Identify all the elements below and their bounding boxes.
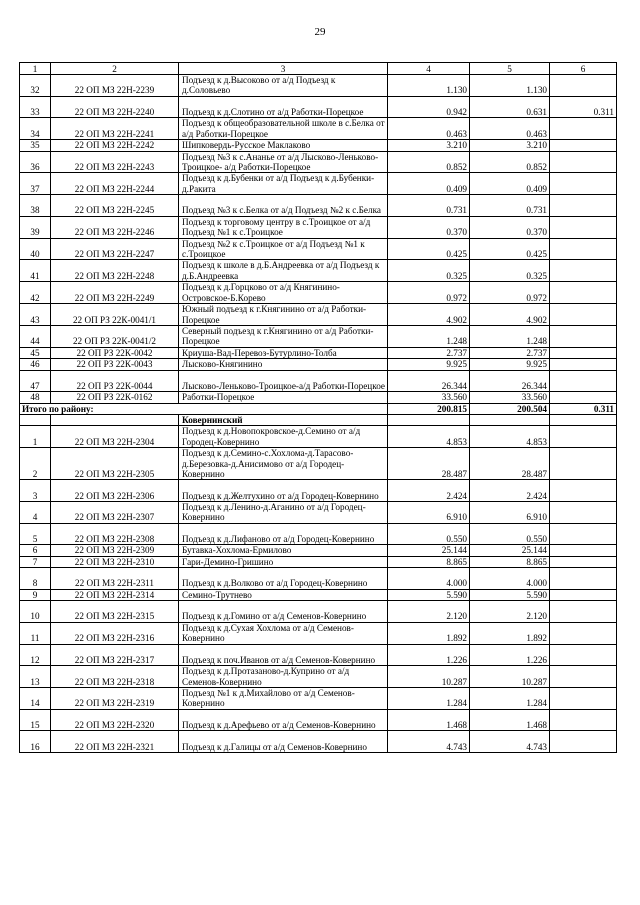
page-number: 29 <box>314 26 326 38</box>
row-number: 42 <box>20 282 51 304</box>
length-total: 0.370 <box>388 216 470 238</box>
length-col6 <box>550 589 617 600</box>
length-total: 0.409 <box>388 173 470 195</box>
length-col6 <box>550 282 617 304</box>
header-cell: 4 <box>388 63 470 75</box>
table-row <box>20 688 617 710</box>
road-name: Подъезд №3 к с.Ананье от а/д Лысково-Леньково-Троицкое- а/д Работки-Порецкое <box>179 151 388 173</box>
row-number: 10 <box>20 601 51 623</box>
table-row <box>20 568 617 590</box>
table-row <box>20 523 617 545</box>
length-col6 <box>550 688 617 710</box>
length-col5: 0.631 <box>470 96 550 118</box>
table-row <box>20 370 617 392</box>
table-row <box>20 347 617 358</box>
table-row <box>20 589 617 600</box>
empty-cell <box>550 414 617 425</box>
length-col5: 25.144 <box>470 545 550 556</box>
row-number: 15 <box>20 709 51 731</box>
road-code: 22 ОП МЗ 22Н-2319 <box>51 688 179 710</box>
length-col6 <box>550 545 617 556</box>
road-code: 22 ОП РЗ 22К-0043 <box>51 359 179 370</box>
length-col6 <box>550 709 617 731</box>
length-col5: 2.120 <box>470 601 550 623</box>
road-name: Подъезд к д.Новопокровское-д.Семино от а/д Городец-Ковернино <box>179 426 388 448</box>
length-col6 <box>550 426 617 448</box>
length-col5: 9.925 <box>470 359 550 370</box>
row-number: 32 <box>20 75 51 97</box>
road-name: Бутавка-Хохлома-Ермилово <box>179 545 388 556</box>
total-label: Итого по району: <box>20 403 388 414</box>
header-cell: 6 <box>550 63 617 75</box>
road-name: Подъезд к д.Арефьево от а/д Семенов-Ковернино <box>179 709 388 731</box>
road-name: Подъезд к д.Волково от а/д Городец-Ковернино <box>179 568 388 590</box>
road-name: Подъезд к д.Ленино-д.Аганино от а/д Городец-Ковернино <box>179 501 388 523</box>
length-total: 1.468 <box>388 709 470 731</box>
empty-cell <box>470 414 550 425</box>
length-col6 <box>550 666 617 688</box>
road-name: Подъезд к д.Сухая Хохлома от а/д Семенов-Ковернино <box>179 622 388 644</box>
length-total: 10.287 <box>388 666 470 688</box>
row-number: 45 <box>20 347 51 358</box>
length-col5: 3.210 <box>470 140 550 151</box>
road-name: Гари-Демино-Гришино <box>179 556 388 567</box>
length-total: 2.737 <box>388 347 470 358</box>
road-name: Лысково-Княгинино <box>179 359 388 370</box>
road-code: 22 ОП РЗ 22К-0041/2 <box>51 325 179 347</box>
road-code: 22 ОП МЗ 22Н-2315 <box>51 601 179 623</box>
header-cell: 5 <box>470 63 550 75</box>
row-number: 12 <box>20 644 51 666</box>
length-total: 1.248 <box>388 325 470 347</box>
table-row <box>20 545 617 556</box>
length-total: 1.130 <box>388 75 470 97</box>
length-col6 <box>550 731 617 753</box>
total-length: 200.815 <box>388 403 470 414</box>
road-name: Подъезд к д.Галицы от а/д Семенов-Ковернино <box>179 731 388 753</box>
length-total: 0.731 <box>388 195 470 217</box>
road-code: 22 ОП РЗ 22К-0044 <box>51 370 179 392</box>
length-col6 <box>550 480 617 502</box>
length-col6 <box>550 370 617 392</box>
row-number: 16 <box>20 731 51 753</box>
length-total: 2.120 <box>388 601 470 623</box>
road-code: 22 ОП МЗ 22Н-2242 <box>51 140 179 151</box>
length-col5: 0.550 <box>470 523 550 545</box>
length-total: 4.902 <box>388 304 470 326</box>
length-col6 <box>550 140 617 151</box>
road-code: 22 ОП МЗ 22Н-2321 <box>51 731 179 753</box>
length-col5: 33.560 <box>470 392 550 403</box>
road-name: Подъезд к д.Горцково от а/д Княгинино-Островское-Б.Корево <box>179 282 388 304</box>
road-name: Криуша-Вад-Перевоз-Бутурлино-Толба <box>179 347 388 358</box>
road-name: Подъезд №2 к с.Троицкое от а/д Подъезд №1 к с.Троицкое <box>179 238 388 260</box>
table-row <box>20 501 617 523</box>
road-code: 22 ОП МЗ 22Н-2243 <box>51 151 179 173</box>
row-number: 33 <box>20 96 51 118</box>
table-row <box>20 75 617 97</box>
length-col5: 0.370 <box>470 216 550 238</box>
road-name: Шипковердь-Русское Маклаково <box>179 140 388 151</box>
road-name: Подъезд к поч.Иванов от а/д Семенов-Ковернино <box>179 644 388 666</box>
road-code: 22 ОП МЗ 22Н-2306 <box>51 480 179 502</box>
length-col6 <box>550 216 617 238</box>
road-code: 22 ОП МЗ 22Н-2318 <box>51 666 179 688</box>
table-row <box>20 480 617 502</box>
length-col6 <box>550 151 617 173</box>
row-number: 9 <box>20 589 51 600</box>
row-number: 44 <box>20 325 51 347</box>
length-col5: 1.248 <box>470 325 550 347</box>
length-total: 6.910 <box>388 501 470 523</box>
header-cell: 3 <box>179 63 388 75</box>
road-code: 22 ОП МЗ 22Н-2314 <box>51 589 179 600</box>
road-code: 22 ОП РЗ 22К-0041/1 <box>51 304 179 326</box>
road-code: 22 ОП МЗ 22Н-2309 <box>51 545 179 556</box>
row-number: 5 <box>20 523 51 545</box>
road-code: 22 ОП МЗ 22Н-2317 <box>51 644 179 666</box>
length-col6 <box>550 173 617 195</box>
row-number: 3 <box>20 480 51 502</box>
length-col5: 6.910 <box>470 501 550 523</box>
length-col6 <box>550 325 617 347</box>
total-col5: 200.504 <box>470 403 550 414</box>
total-col6: 0.311 <box>550 403 617 414</box>
length-total: 0.852 <box>388 151 470 173</box>
road-code: 22 ОП МЗ 22Н-2244 <box>51 173 179 195</box>
length-col5: 0.409 <box>470 173 550 195</box>
length-total: 5.590 <box>388 589 470 600</box>
row-number: 34 <box>20 118 51 140</box>
table-row <box>20 359 617 370</box>
road-code: 22 ОП МЗ 22Н-2247 <box>51 238 179 260</box>
region-row <box>20 414 617 425</box>
length-col5: 1.226 <box>470 644 550 666</box>
length-total: 0.550 <box>388 523 470 545</box>
road-name: Южный подъезд к г.Княгинино от а/д Работки-Порецкое <box>179 304 388 326</box>
road-name: Северный подъезд к г.Княгинино от а/д Работки-Порецкое <box>179 325 388 347</box>
table-row <box>20 216 617 238</box>
table-row <box>20 96 617 118</box>
row-number: 37 <box>20 173 51 195</box>
length-col6 <box>550 359 617 370</box>
header-cell: 2 <box>51 63 179 75</box>
road-name: Лысково-Леньково-Троицкое-а/д Работки-Порецкое <box>179 370 388 392</box>
road-name: Подъезд к общеобразовательной школе в с.Белка от а/д Работки-Порецкое <box>179 118 388 140</box>
table-row <box>20 601 617 623</box>
length-col5: 4.853 <box>470 426 550 448</box>
road-code: 22 ОП МЗ 22Н-2304 <box>51 426 179 448</box>
row-number: 11 <box>20 622 51 644</box>
empty-cell <box>20 414 51 425</box>
length-col6 <box>550 601 617 623</box>
table-row <box>20 666 617 688</box>
row-number: 36 <box>20 151 51 173</box>
road-name: Подъезд №3 к с.Белка от а/д Подъезд №2 к с.Белка <box>179 195 388 217</box>
length-col5: 10.287 <box>470 666 550 688</box>
length-total: 3.210 <box>388 140 470 151</box>
length-col6 <box>550 75 617 97</box>
total-row <box>20 403 617 414</box>
road-code: 22 ОП МЗ 22Н-2305 <box>51 448 179 480</box>
length-col5: 0.425 <box>470 238 550 260</box>
road-name: Подъезд к д.Слотино от а/д Работки-Порецкое <box>179 96 388 118</box>
empty-cell <box>51 414 179 425</box>
length-col5: 1.130 <box>470 75 550 97</box>
length-total: 8.865 <box>388 556 470 567</box>
road-name: Подъезд к д.Протазаново-д.Куприно от а/д Семенов-Ковернино <box>179 666 388 688</box>
length-col6 <box>550 568 617 590</box>
length-col6 <box>550 118 617 140</box>
road-code: 22 ОП МЗ 22Н-2307 <box>51 501 179 523</box>
length-col5: 26.344 <box>470 370 550 392</box>
row-number: 14 <box>20 688 51 710</box>
road-code: 22 ОП РЗ 22К-0042 <box>51 347 179 358</box>
table-row <box>20 556 617 567</box>
length-col5: 4.743 <box>470 731 550 753</box>
length-col5: 2.424 <box>470 480 550 502</box>
length-total: 33.560 <box>388 392 470 403</box>
length-col5: 1.284 <box>470 688 550 710</box>
row-number: 6 <box>20 545 51 556</box>
road-code: 22 ОП МЗ 22Н-2249 <box>51 282 179 304</box>
road-name: Подъезд к д.Гомино от а/д Семенов-Ковернино <box>179 601 388 623</box>
road-name: Подъезд к д.Бубенки от а/д Подъезд к д.Бубенки-д.Ракита <box>179 173 388 195</box>
road-code: 22 ОП МЗ 22Н-2246 <box>51 216 179 238</box>
length-total: 0.463 <box>388 118 470 140</box>
length-col5: 28.487 <box>470 448 550 480</box>
row-number: 41 <box>20 260 51 282</box>
length-total: 0.942 <box>388 96 470 118</box>
table-row <box>20 448 617 480</box>
road-name: Подъезд к торговому центру в с.Троицкое от а/д Подъезд №1 к с.Троицкое <box>179 216 388 238</box>
length-total: 0.325 <box>388 260 470 282</box>
road-code: 22 ОП МЗ 22Н-2245 <box>51 195 179 217</box>
row-number: 46 <box>20 359 51 370</box>
road-name: Подъезд к школе в д.Б.Андреевка от а/д Подъезд к д.Б.Андреевка <box>179 260 388 282</box>
length-col5: 0.972 <box>470 282 550 304</box>
road-name: Подъезд к д.Высоково от а/д Подъезд к д.Соловьево <box>179 75 388 97</box>
road-code: 22 ОП МЗ 22Н-2248 <box>51 260 179 282</box>
length-total: 1.226 <box>388 644 470 666</box>
length-col5: 8.865 <box>470 556 550 567</box>
road-code: 22 ОП МЗ 22Н-2320 <box>51 709 179 731</box>
length-col5: 5.590 <box>470 589 550 600</box>
table-row <box>20 260 617 282</box>
length-total: 26.344 <box>388 370 470 392</box>
row-number: 8 <box>20 568 51 590</box>
length-total: 4.000 <box>388 568 470 590</box>
road-code: 22 ОП МЗ 22Н-2240 <box>51 96 179 118</box>
road-code: 22 ОП МЗ 22Н-2316 <box>51 622 179 644</box>
length-total: 0.425 <box>388 238 470 260</box>
header-cell: 1 <box>20 63 51 75</box>
length-total: 1.284 <box>388 688 470 710</box>
row-number: 39 <box>20 216 51 238</box>
table-row <box>20 151 617 173</box>
table-row <box>20 173 617 195</box>
length-col6 <box>550 304 617 326</box>
length-col5: 0.463 <box>470 118 550 140</box>
table-row <box>20 622 617 644</box>
length-col6: 0.311 <box>550 96 617 118</box>
road-name: Подъезд к д.Лифаново от а/д Городец-Ковернино <box>179 523 388 545</box>
length-total: 2.424 <box>388 480 470 502</box>
table-row <box>20 238 617 260</box>
table-header-row <box>20 63 617 75</box>
length-col5: 4.902 <box>470 304 550 326</box>
row-number: 43 <box>20 304 51 326</box>
length-total: 4.743 <box>388 731 470 753</box>
road-code: 22 ОП МЗ 22Н-2241 <box>51 118 179 140</box>
table-row <box>20 195 617 217</box>
row-number: 47 <box>20 370 51 392</box>
road-code: 22 ОП МЗ 22Н-2308 <box>51 523 179 545</box>
length-col6 <box>550 523 617 545</box>
empty-cell <box>388 414 470 425</box>
table-row <box>20 644 617 666</box>
length-col5: 0.325 <box>470 260 550 282</box>
length-col5: 0.731 <box>470 195 550 217</box>
region-name: Ковернинский <box>179 414 388 425</box>
length-col6 <box>550 622 617 644</box>
length-col6 <box>550 556 617 567</box>
road-code: 22 ОП РЗ 22К-0162 <box>51 392 179 403</box>
length-total: 0.972 <box>388 282 470 304</box>
roads-table <box>19 62 617 753</box>
table-row <box>20 709 617 731</box>
table-row <box>20 304 617 326</box>
row-number: 40 <box>20 238 51 260</box>
table-row <box>20 392 617 403</box>
table-body <box>20 63 617 753</box>
table-row <box>20 140 617 151</box>
road-name: Подъезд к д.Семино-с.Хохлома-д.Тарасово-д.Березовка-д.Анисимово от а/д Городец-Ковернино <box>179 448 388 480</box>
length-total: 28.487 <box>388 448 470 480</box>
road-code: 22 ОП МЗ 22Н-2310 <box>51 556 179 567</box>
length-col5: 2.737 <box>470 347 550 358</box>
row-number: 7 <box>20 556 51 567</box>
length-total: 9.925 <box>388 359 470 370</box>
table-row <box>20 282 617 304</box>
length-col6 <box>550 238 617 260</box>
length-col6 <box>550 644 617 666</box>
row-number: 4 <box>20 501 51 523</box>
length-total: 4.853 <box>388 426 470 448</box>
length-col6 <box>550 260 617 282</box>
row-number: 38 <box>20 195 51 217</box>
row-number: 35 <box>20 140 51 151</box>
table-row <box>20 325 617 347</box>
road-name: Подъезд №1 к д.Михайлово от а/д Семенов-Ковернино <box>179 688 388 710</box>
length-col5: 0.852 <box>470 151 550 173</box>
row-number: 13 <box>20 666 51 688</box>
row-number: 1 <box>20 426 51 448</box>
table-row <box>20 426 617 448</box>
road-name: Семино-Трутнево <box>179 589 388 600</box>
length-col6 <box>550 195 617 217</box>
table-row <box>20 731 617 753</box>
length-total: 25.144 <box>388 545 470 556</box>
road-code: 22 ОП МЗ 22Н-2239 <box>51 75 179 97</box>
length-col5: 4.000 <box>470 568 550 590</box>
length-col5: 1.892 <box>470 622 550 644</box>
road-code: 22 ОП МЗ 22Н-2311 <box>51 568 179 590</box>
row-number: 2 <box>20 448 51 480</box>
road-name: Работки-Порецкое <box>179 392 388 403</box>
table-row <box>20 118 617 140</box>
length-col6 <box>550 347 617 358</box>
length-col6 <box>550 392 617 403</box>
length-col6 <box>550 448 617 480</box>
length-col5: 1.468 <box>470 709 550 731</box>
row-number: 48 <box>20 392 51 403</box>
length-col6 <box>550 501 617 523</box>
length-total: 1.892 <box>388 622 470 644</box>
road-name: Подъезд к д.Желтухино от а/д Городец-Ковернино <box>179 480 388 502</box>
